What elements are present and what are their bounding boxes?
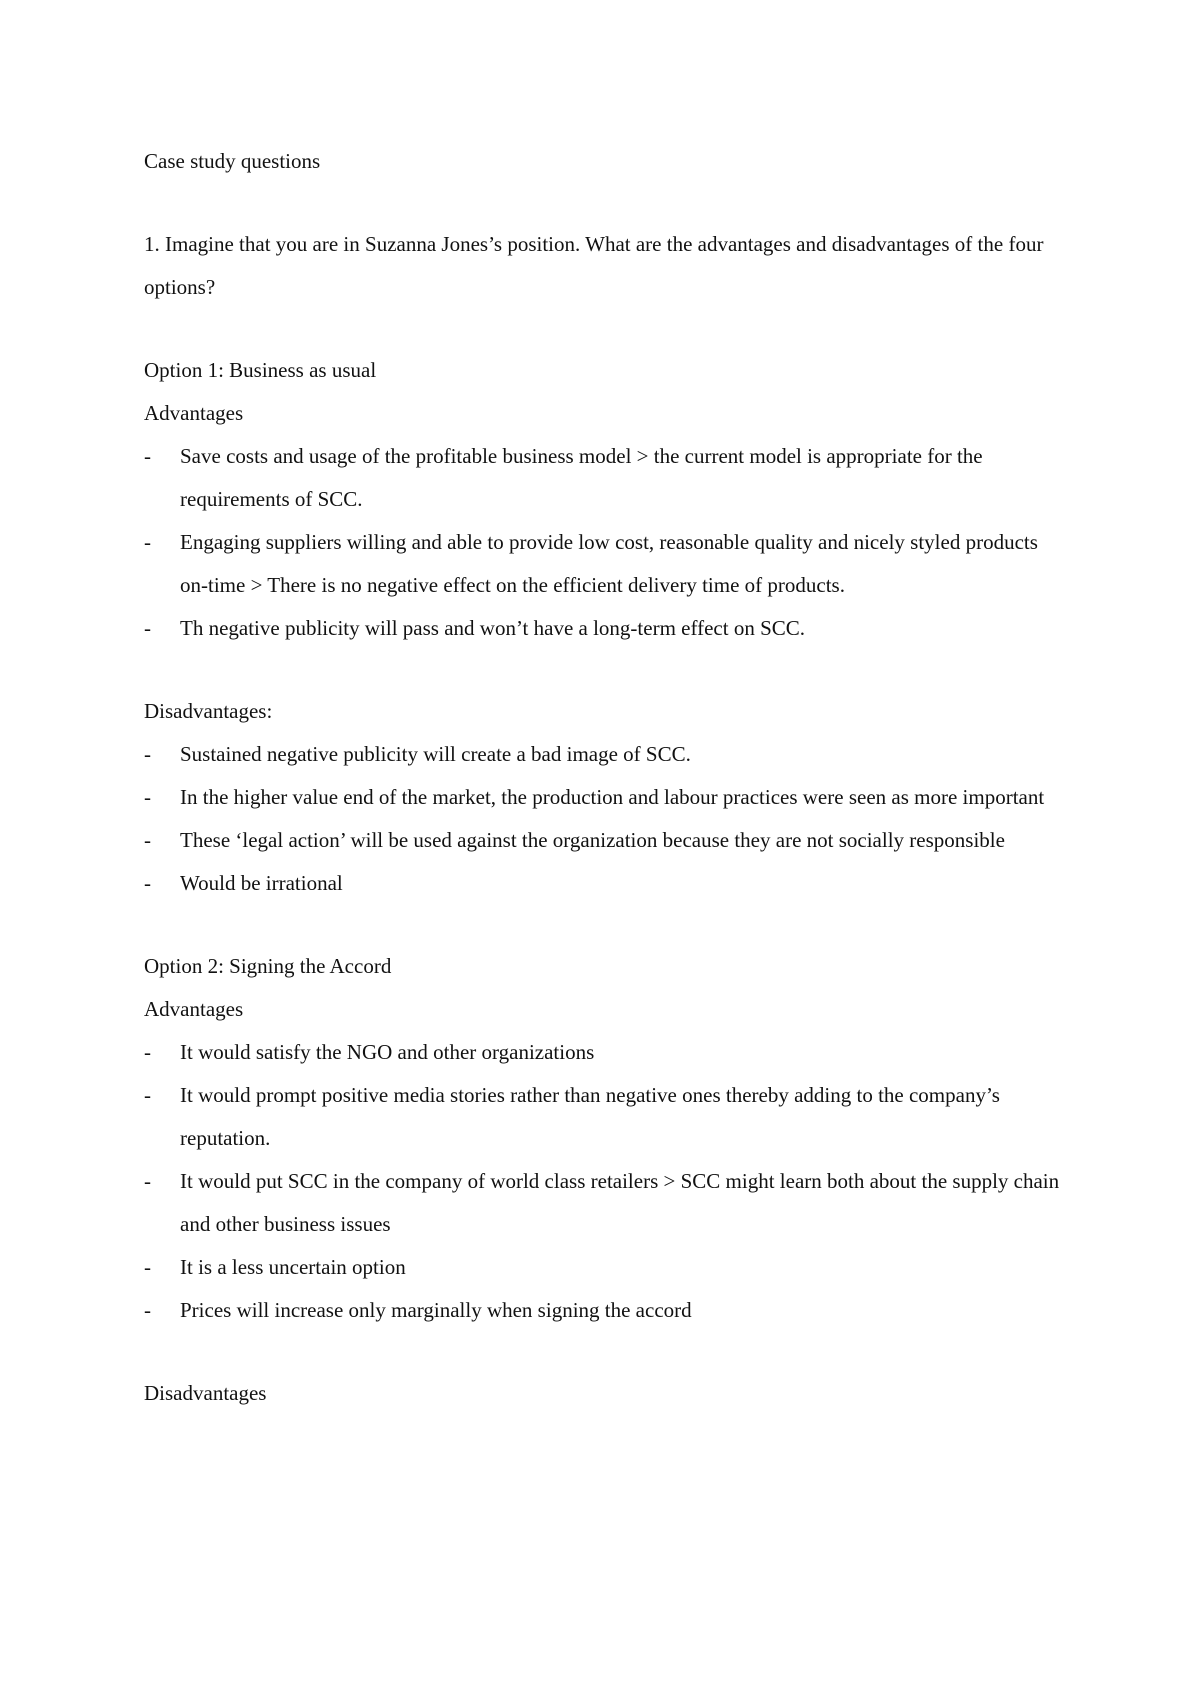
- list-item-text: Save costs and usage of the profitable business model > the current model is appropriate for the requirements of SCC.: [180, 444, 983, 511]
- spacer: [144, 183, 1064, 223]
- list-item: [144, 1031, 1064, 1074]
- list-item-text: It is a less uncertain option: [180, 1255, 406, 1279]
- option-1-advantages-list: [144, 435, 1064, 650]
- spacer: [144, 1332, 1064, 1372]
- list-item: [144, 1160, 1064, 1246]
- spacer: [144, 650, 1064, 690]
- bullet-dash: -: [144, 530, 151, 554]
- spacer: [144, 309, 1064, 349]
- list-item-text: Engaging suppliers willing and able to provide low cost, reasonable quality and nicely styled products on-time > There is no negative effect on the efficient delivery time of products.: [180, 530, 1038, 597]
- list-item-text: It would prompt positive media stories rather than negative ones thereby adding to the company’s reputation.: [180, 1083, 1000, 1150]
- list-item-text: Th negative publicity will pass and won’t have a long-term effect on SCC.: [180, 616, 806, 640]
- list-item: [144, 521, 1064, 607]
- list-item-text: It would put SCC in the company of world class retailers > SCC might learn both about the supply chain and other business issues: [180, 1169, 1060, 1236]
- question-1: 1. Imagine that you are in Suzanna Jones’s position. What are the advantages and disadvantages of the four options?: [144, 232, 1044, 299]
- spacer: [144, 905, 1064, 945]
- list-item: [144, 862, 1064, 905]
- bullet-dash: -: [144, 1169, 151, 1193]
- bullet-dash: -: [144, 785, 151, 809]
- list-item-text: These ‘legal action’ will be used against the organization because they are not socially responsible: [180, 828, 1005, 852]
- document-title: Case study questions: [144, 149, 321, 173]
- bullet-dash: -: [144, 742, 151, 766]
- option-2-advantages-list: [144, 1031, 1064, 1332]
- list-item: [144, 1289, 1064, 1332]
- option-1-disadvantages-label: Disadvantages:: [144, 699, 273, 723]
- bullet-dash: -: [144, 444, 151, 468]
- option-1-heading: Option 1: Business as usual: [144, 358, 377, 382]
- bullet-dash: -: [144, 1255, 151, 1279]
- list-item: [144, 1074, 1064, 1160]
- option-2-heading: Option 2: Signing the Accord: [144, 954, 392, 978]
- list-item-text: In the higher value end of the market, the production and labour practices were seen as more important: [180, 785, 1045, 809]
- list-item: [144, 819, 1064, 862]
- list-item: [144, 607, 1064, 650]
- document-page: [144, 140, 1064, 1415]
- list-item-text: Would be irrational: [180, 871, 343, 895]
- option-2-disadvantages-label: Disadvantages: [144, 1381, 267, 1405]
- list-item-text: Sustained negative publicity will create a bad image of SCC.: [180, 742, 691, 766]
- list-item-text: Prices will increase only marginally when signing the accord: [180, 1298, 692, 1322]
- option-1-disadvantages-list: [144, 733, 1064, 905]
- option-1-advantages-label: Advantages: [144, 401, 244, 425]
- bullet-dash: -: [144, 828, 151, 852]
- bullet-dash: -: [144, 1298, 151, 1322]
- list-item: [144, 1246, 1064, 1289]
- bullet-dash: -: [144, 616, 151, 640]
- list-item: [144, 776, 1064, 819]
- list-item-text: It would satisfy the NGO and other organizations: [180, 1040, 595, 1064]
- option-2-advantages-label: Advantages: [144, 997, 244, 1021]
- bullet-dash: -: [144, 871, 151, 895]
- bullet-dash: -: [144, 1040, 151, 1064]
- list-item: [144, 733, 1064, 776]
- bullet-dash: -: [144, 1083, 151, 1107]
- list-item: [144, 435, 1064, 521]
